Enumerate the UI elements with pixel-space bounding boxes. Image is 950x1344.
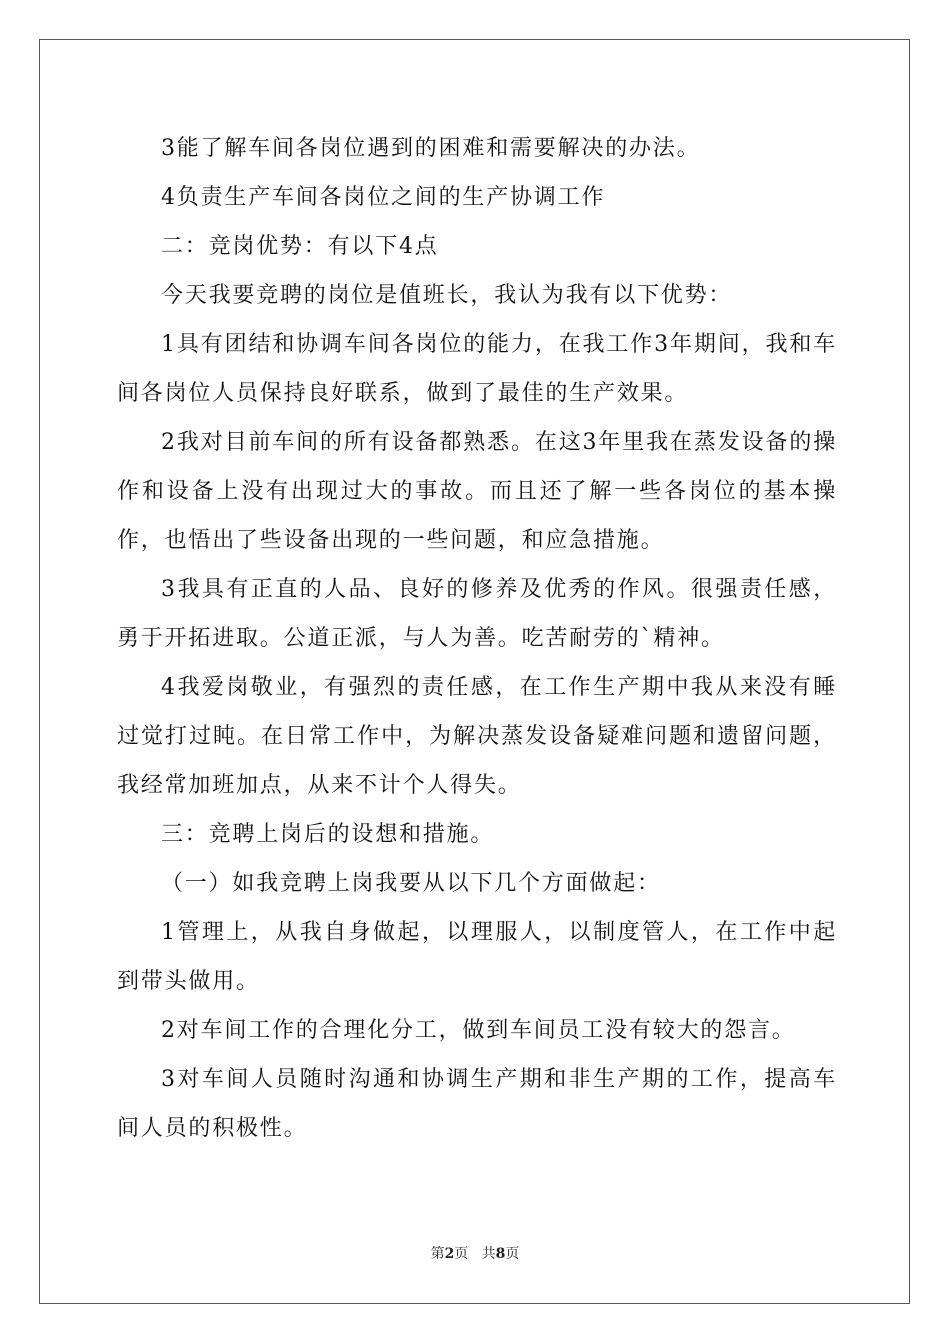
page-footer	[0, 1244, 950, 1264]
current-page-number: 2	[444, 1246, 455, 1262]
paragraph: 1管理上，从我自身做起，以理服人，以制度管人，在工作中起到带头做用。	[117, 920, 837, 994]
document-body	[117, 124, 837, 1153]
paragraph: 今天我要竞聘的岗位是值班长，我认为我有以下优势：	[161, 283, 733, 308]
paragraph: 2对车间工作的合理化分工，做到车间员工没有较大的怨言。	[161, 1018, 796, 1043]
paragraph: 3对车间人员随时沟通和协调生产期和非生产期的工作，提高车间人员的积极性。	[117, 1067, 837, 1141]
footer-page-unit: 页	[454, 1246, 469, 1262]
section-heading: 三：竞聘上岗后的设想和措施。	[161, 822, 495, 847]
footer-total-prefix: 共	[481, 1246, 496, 1262]
paragraph: 4负责生产车间各岗位之间的生产协调工作	[161, 185, 606, 210]
paragraph: 1具有团结和协调车间各岗位的能力，在我工作3年期间，我和车间各岗位人员保持良好联系，做到了最佳的生产效果。	[117, 332, 837, 406]
section-heading: 二：竞岗优势：有以下4点	[161, 234, 439, 259]
paragraph: （一）如我竞聘上岗我要从以下几个方面做起：	[161, 871, 661, 896]
paragraph: 4我爱岗敬业，有强烈的责任感，在工作生产期中我从来没有睡过觉打过盹。在日常工作中，为解决蒸发设备疑难问题和遗留问题，我经常加班加点，从来不计个人得失。	[117, 675, 837, 798]
paragraph: 2我对目前车间的所有设备都熟悉。在这3年里我在蒸发设备的操作和设备上没有出现过大的事故。而且还了解一些各岗位的基本操作，也悟出了些设备出现的一些问题，和应急措施。	[117, 430, 837, 553]
footer-total-unit: 页	[505, 1246, 520, 1262]
footer-prefix: 第	[430, 1246, 445, 1262]
paragraph: 3能了解车间各岗位遇到的困难和需要解决的办法。	[161, 136, 701, 161]
total-page-number: 8	[495, 1246, 506, 1262]
paragraph: 3我具有正直的人品、良好的修养及优秀的作风。很强责任感，勇于开拓进取。公道正派，与人为善。吃苦耐劳的`精神。	[117, 577, 837, 651]
